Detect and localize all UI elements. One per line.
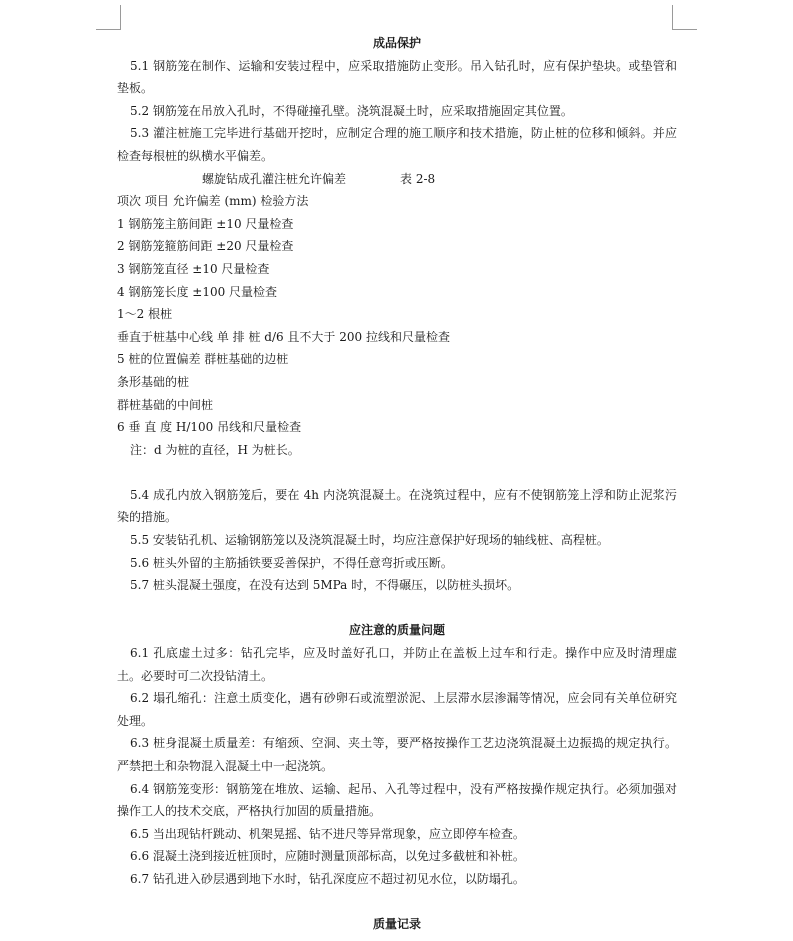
table-caption-number: 表 2-8 [400,171,436,186]
crop-mark-top-left [96,5,121,30]
paragraph-6-4: 6.4 钢筋笼变形：钢筋笼在堆放、运输、起吊、入孔等过程中，没有严格按操作规定执行。必须加强对操作工人的技术交底，严格执行加固的质量措施。 [117,781,677,819]
paragraph-5-7: 5.7 桩头混凝土强度，在没有达到 5MPa 时，不得碾压，以防桩头损坏。 [130,578,520,593]
table-line: 项次 项目 允许偏差 (mm) 检验方法 [117,194,309,209]
document-body [117,32,677,936]
table-line: 垂直于桩基中心线 单 排 桩 d/6 且不大于 200 拉线和尺量检查 [117,329,450,344]
crop-mark-top-right [672,5,697,30]
paragraph-5-1: 5.1 钢筋笼在制作、运输和安装过程中，应采取措施防止变形。吊入钻孔时，应有保护垫块。或垫管和垫板。 [117,58,677,96]
table-line: 5 桩的位置偏差 群桩基础的边桩 [117,352,289,367]
spacer [117,891,677,914]
paragraph-6-5: 6.5 当出现钻杆跳动、机架晃摇、钻不进尺等异常现象，应立即停车检查。 [130,826,525,841]
spacer [117,461,677,484]
table-line: 4 钢筋笼长度 ±100 尺量检查 [117,284,278,299]
table-caption-title: 螺旋钻成孔灌注桩允许偏差 [202,171,347,186]
table-line: 条形基础的桩 [117,374,190,389]
section-heading-quality-records: 质量记录 [372,917,421,932]
spacer [117,597,677,620]
paragraph-6-7: 6.7 钻孔进入砂层遇到地下水时，钻孔深度应不超过初见水位，以防塌孔。 [130,871,525,886]
table-caption [117,168,677,191]
paragraph-6-2: 6.2 塌孔缩孔：注意土质变化，遇有砂卵石或流塑淤泥、上层滞水层渗漏等情况，应会同有关单位研究处理。 [117,691,677,728]
paragraph-6-3: 6.3 桩身混凝土质量差：有缩颈、空洞、夹土等，要严格按操作工艺边浇筑混凝土边振捣的规定执行。严禁把土和杂物混入混凝土中一起浇筑。 [117,736,677,773]
paragraph-5-4: 5.4 成孔内放入钢筋笼后，要在 4h 内浇筑混凝土。在浇筑过程中，应有不使钢筋笼上浮和防止泥浆污染的措施。 [117,487,677,525]
table-line: 2 钢筋笼箍筋间距 ±20 尺量检查 [117,239,294,254]
paragraph-5-6: 5.6 桩头外留的主筋插铁要妥善保护，不得任意弯折或压断。 [130,555,453,570]
section-heading-product-protection: 成品保护 [372,36,421,50]
paragraph-5-3: 5.3 灌注桩施工完毕进行基础开挖时，应制定合理的施工顺序和技术措施，防止桩的位移和倾斜。并应检查每根桩的纵横水平偏差。 [117,126,677,163]
table-line: 3 钢筋笼直径 ±10 尺量检查 [117,261,270,276]
table-line: 6 垂 直 度 H/100 吊线和尺量检查 [117,420,302,435]
paragraph-5-5: 5.5 安装钻孔机、运输钢筋笼以及浇筑混凝土时，均应注意保护好现场的轴线桩、高程桩。 [130,533,609,548]
table-line: 群桩基础的中间桩 [117,397,214,412]
table-line: 1 钢筋笼主筋间距 ±10 尺量检查 [117,216,294,231]
paragraph-6-6: 6.6 混凝土浇到接近桩顶时，应随时测量顶部标高，以免过多截桩和补桩。 [130,849,525,864]
paragraph-6-1: 6.1 孔底虚土过多：钻孔完毕，应及时盖好孔口，并防止在盖板上过车和行走。操作中应及时清理虚土。必要时可二次投钻清土。 [117,646,677,683]
section-heading-quality-issues: 应注意的质量问题 [348,623,445,638]
table-line: 1～2 根桩 [117,307,173,322]
table-note: 注：d 为桩的直径，H 为桩长。 [130,442,300,457]
paragraph-5-2: 5.2 钢筋笼在吊放入孔时，不得碰撞孔壁。浇筑混凝土时，应采取措施固定其位置。 [130,103,573,118]
